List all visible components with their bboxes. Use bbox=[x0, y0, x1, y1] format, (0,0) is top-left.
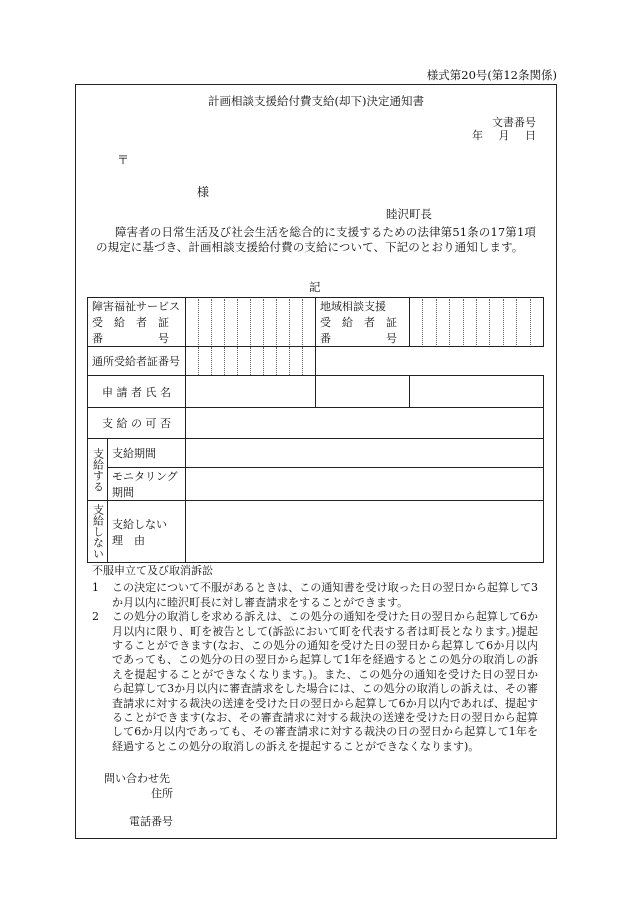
label-line: 地域相談支援 bbox=[320, 300, 386, 313]
applicant-extra-cell[interactable] bbox=[316, 376, 410, 408]
monitoring-period-label: モニタリング 期間 bbox=[108, 468, 186, 501]
phone-label: 電話番号 bbox=[129, 815, 173, 828]
list-item bbox=[92, 581, 538, 610]
label-line: 番 号 bbox=[92, 332, 169, 345]
label-line: 障害福祉サービス bbox=[92, 300, 180, 313]
label-line: 番 号 bbox=[320, 332, 397, 345]
appeal-section bbox=[92, 564, 538, 754]
grant-group-label: 支給する bbox=[88, 439, 108, 501]
list-item bbox=[92, 610, 538, 754]
item-text: この処分の取消しを求める訴えは、この処分の通知を受けた日の翌日から起算して6か月以内に限り、町を被告として(訴訟において町を代表する者は町長となります。)提起することができます(なお、この処分の通知を受けた日の翌日から起算して6か月以内であっても、この処分の日の翌日から起算して1年を経過するとこの処分の取消しの訴えを提起することができなくなります。)。また、この処分の通知を受けた日の翌日から起算して3か月以内に審査請求をした場合には、この処分の取消しの訴えは、その審査請求に対する裁決の送達を受けた日の翌日から起算して6か月以内であれば、提起することができます(なお、その審査請求に対する裁決の送達を受けた日の翌日から起算して6か月以内であっても、その審査請求に対する裁決の日の翌日から起算して1年を経過するとこの処分の取消しの訴えを提起することができなくなります)。 bbox=[112, 610, 538, 753]
applicant-name-cell[interactable] bbox=[186, 376, 316, 408]
welfare-certificate-label bbox=[88, 298, 186, 347]
approval-label: 支 給 の 可 否 bbox=[88, 408, 186, 439]
community-certificate-label bbox=[316, 298, 410, 347]
commute-certificate-label: 通所受給者証番号 bbox=[88, 347, 186, 376]
appeal-heading: 不服申立て及び取消訴訟 bbox=[92, 564, 213, 577]
table-row bbox=[88, 298, 544, 347]
deny-reason-label: 支給しない 理 由 bbox=[108, 501, 186, 563]
welfare-certificate-number-cell[interactable] bbox=[186, 298, 316, 347]
table-row bbox=[88, 347, 544, 376]
commute-certificate-number-cell[interactable] bbox=[186, 347, 316, 376]
grant-period-label: 支給期間 bbox=[108, 439, 186, 468]
approval-cell[interactable] bbox=[186, 408, 544, 439]
table-row bbox=[88, 439, 544, 468]
applicant-name-label: 申 請 者 氏 名 bbox=[88, 376, 186, 408]
community-certificate-number-cell[interactable] bbox=[410, 298, 544, 347]
item-text: この決定について不服があるときは、この通知書を受け取った日の翌日から起算して3か月以内に睦沢町長に対し審査請求をすることができます。 bbox=[112, 581, 538, 609]
empty-cell bbox=[316, 347, 544, 376]
ki-heading: 記 bbox=[309, 280, 321, 294]
document-title: 計画相談支援給付費支給(却下)決定通知書 bbox=[208, 94, 424, 108]
label-line: 受 給 者 証 bbox=[92, 316, 169, 329]
body-text: 障害者の日常生活及び社会生活を総合的に支援するための法律第51条の17第1項の規定に基づき、計画相談支援給付費の支給について、下記のとおり通知します。 bbox=[96, 225, 536, 254]
recipient-honorific: 様 bbox=[197, 185, 210, 199]
form-number: 様式第20号(第12条関係) bbox=[426, 68, 557, 82]
item-number: 2 bbox=[92, 610, 99, 624]
table-row bbox=[88, 468, 544, 501]
date-label: 年 月 日 bbox=[472, 129, 536, 142]
grant-period-cell[interactable] bbox=[186, 439, 544, 468]
table-row bbox=[88, 501, 544, 563]
label-line: 受 給 者 証 bbox=[320, 316, 397, 329]
table-row bbox=[88, 408, 544, 439]
monitoring-period-cell[interactable] bbox=[186, 468, 544, 501]
document-number-label: 文書番号 bbox=[492, 116, 536, 129]
address-label: 住所 bbox=[151, 787, 173, 800]
item-number: 1 bbox=[92, 581, 99, 595]
deny-group-label: 支給しない bbox=[88, 501, 108, 563]
deny-reason-cell[interactable] bbox=[186, 501, 544, 563]
contact-label: 問い合わせ先 bbox=[104, 772, 170, 785]
issuer-name: 睦沢町長 bbox=[386, 207, 432, 221]
postal-mark: 〒 bbox=[117, 153, 130, 167]
applicant-extra-cell-2[interactable] bbox=[410, 376, 544, 408]
decision-table bbox=[87, 297, 544, 563]
table-row bbox=[88, 376, 544, 408]
